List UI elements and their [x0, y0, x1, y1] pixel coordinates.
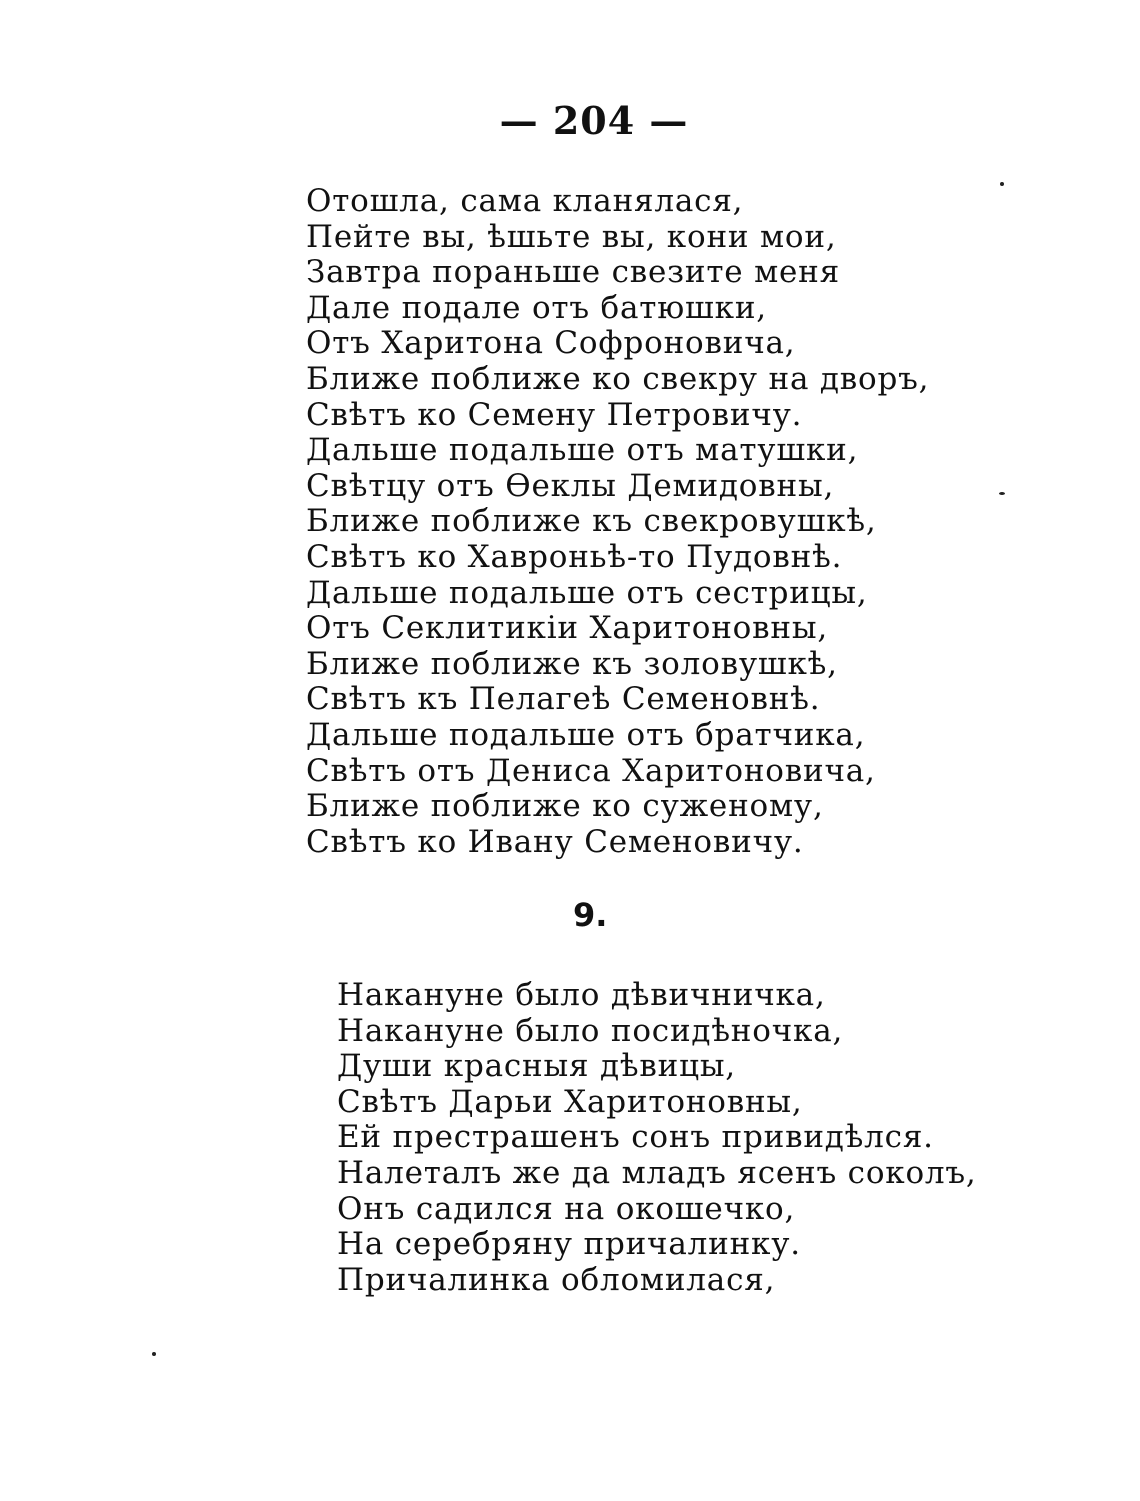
print-speck [999, 492, 1005, 495]
poem-continued [306, 184, 929, 860]
verse-line: Души красныя дѣвицы, [337, 1048, 736, 1085]
print-speck [152, 1352, 156, 1356]
verse-line: Свѣтъ ко Хавроньѣ-то Пудовнѣ. [306, 538, 843, 575]
verse-line: Свѣтъ отъ Дениса Харитоновича, [306, 752, 876, 789]
verse-line: Ей престрашенъ сонъ привидѣлся. [337, 1119, 934, 1156]
verse-line: Свѣтъ ко Ивану Семеновичу. [306, 823, 804, 860]
verse-line: Свѣтъ ко Семену Петровичу. [306, 396, 803, 433]
verse-line: Свѣтцу отъ Ѳеклы Демидовны, [306, 467, 835, 504]
verse-line: Налеталъ же да младъ ясенъ соколъ, [337, 1154, 977, 1191]
poem-section-9 [337, 978, 977, 1298]
verse-line: Пейте вы, ѣшьте вы, кони мои, [306, 218, 837, 255]
verse-line: Ближе поближе ко суженому, [306, 788, 824, 825]
verse-line: Дальше подальше отъ сестрицы, [306, 574, 868, 611]
verse-line: Онъ садился на окошечко, [337, 1190, 796, 1227]
verse-line: Отъ Секлитикіи Харитоновны, [306, 610, 828, 647]
verse-line: Накануне было посидѣночка, [337, 1012, 844, 1049]
page-number: — 204 — [499, 98, 689, 143]
verse-line: Отъ Харитона Софроновича, [306, 325, 796, 362]
print-speck [1000, 182, 1004, 186]
verse-line: Ближе поближе къ свекровушкѣ, [306, 503, 877, 540]
verse-line: На серебряну причалинку. [337, 1226, 801, 1263]
section-number: 9. [573, 896, 608, 934]
verse-line: Ближе поближе ко свекру на дворъ, [306, 360, 930, 397]
verse-line: Отошла, сама кланялася, [306, 183, 744, 219]
verse-line: Причалинка обломилася, [337, 1261, 776, 1298]
verse-line: Дальше подальше отъ братчика, [306, 716, 866, 753]
verse-line: Ближе поближе къ золовушкѣ, [306, 645, 838, 682]
verse-line: Завтра пораньше свезите меня [306, 254, 840, 291]
verse-line: Дальше подальше отъ матушки, [306, 432, 859, 469]
verse-line: Свѣтъ Дарьи Харитоновны, [337, 1083, 803, 1120]
verse-line: Свѣтъ къ Пелагеѣ Семеновнѣ. [306, 681, 821, 718]
verse-line: Дале подале отъ батюшки, [306, 289, 767, 326]
verse-line: Накануне было дѣвичничка, [337, 977, 826, 1013]
